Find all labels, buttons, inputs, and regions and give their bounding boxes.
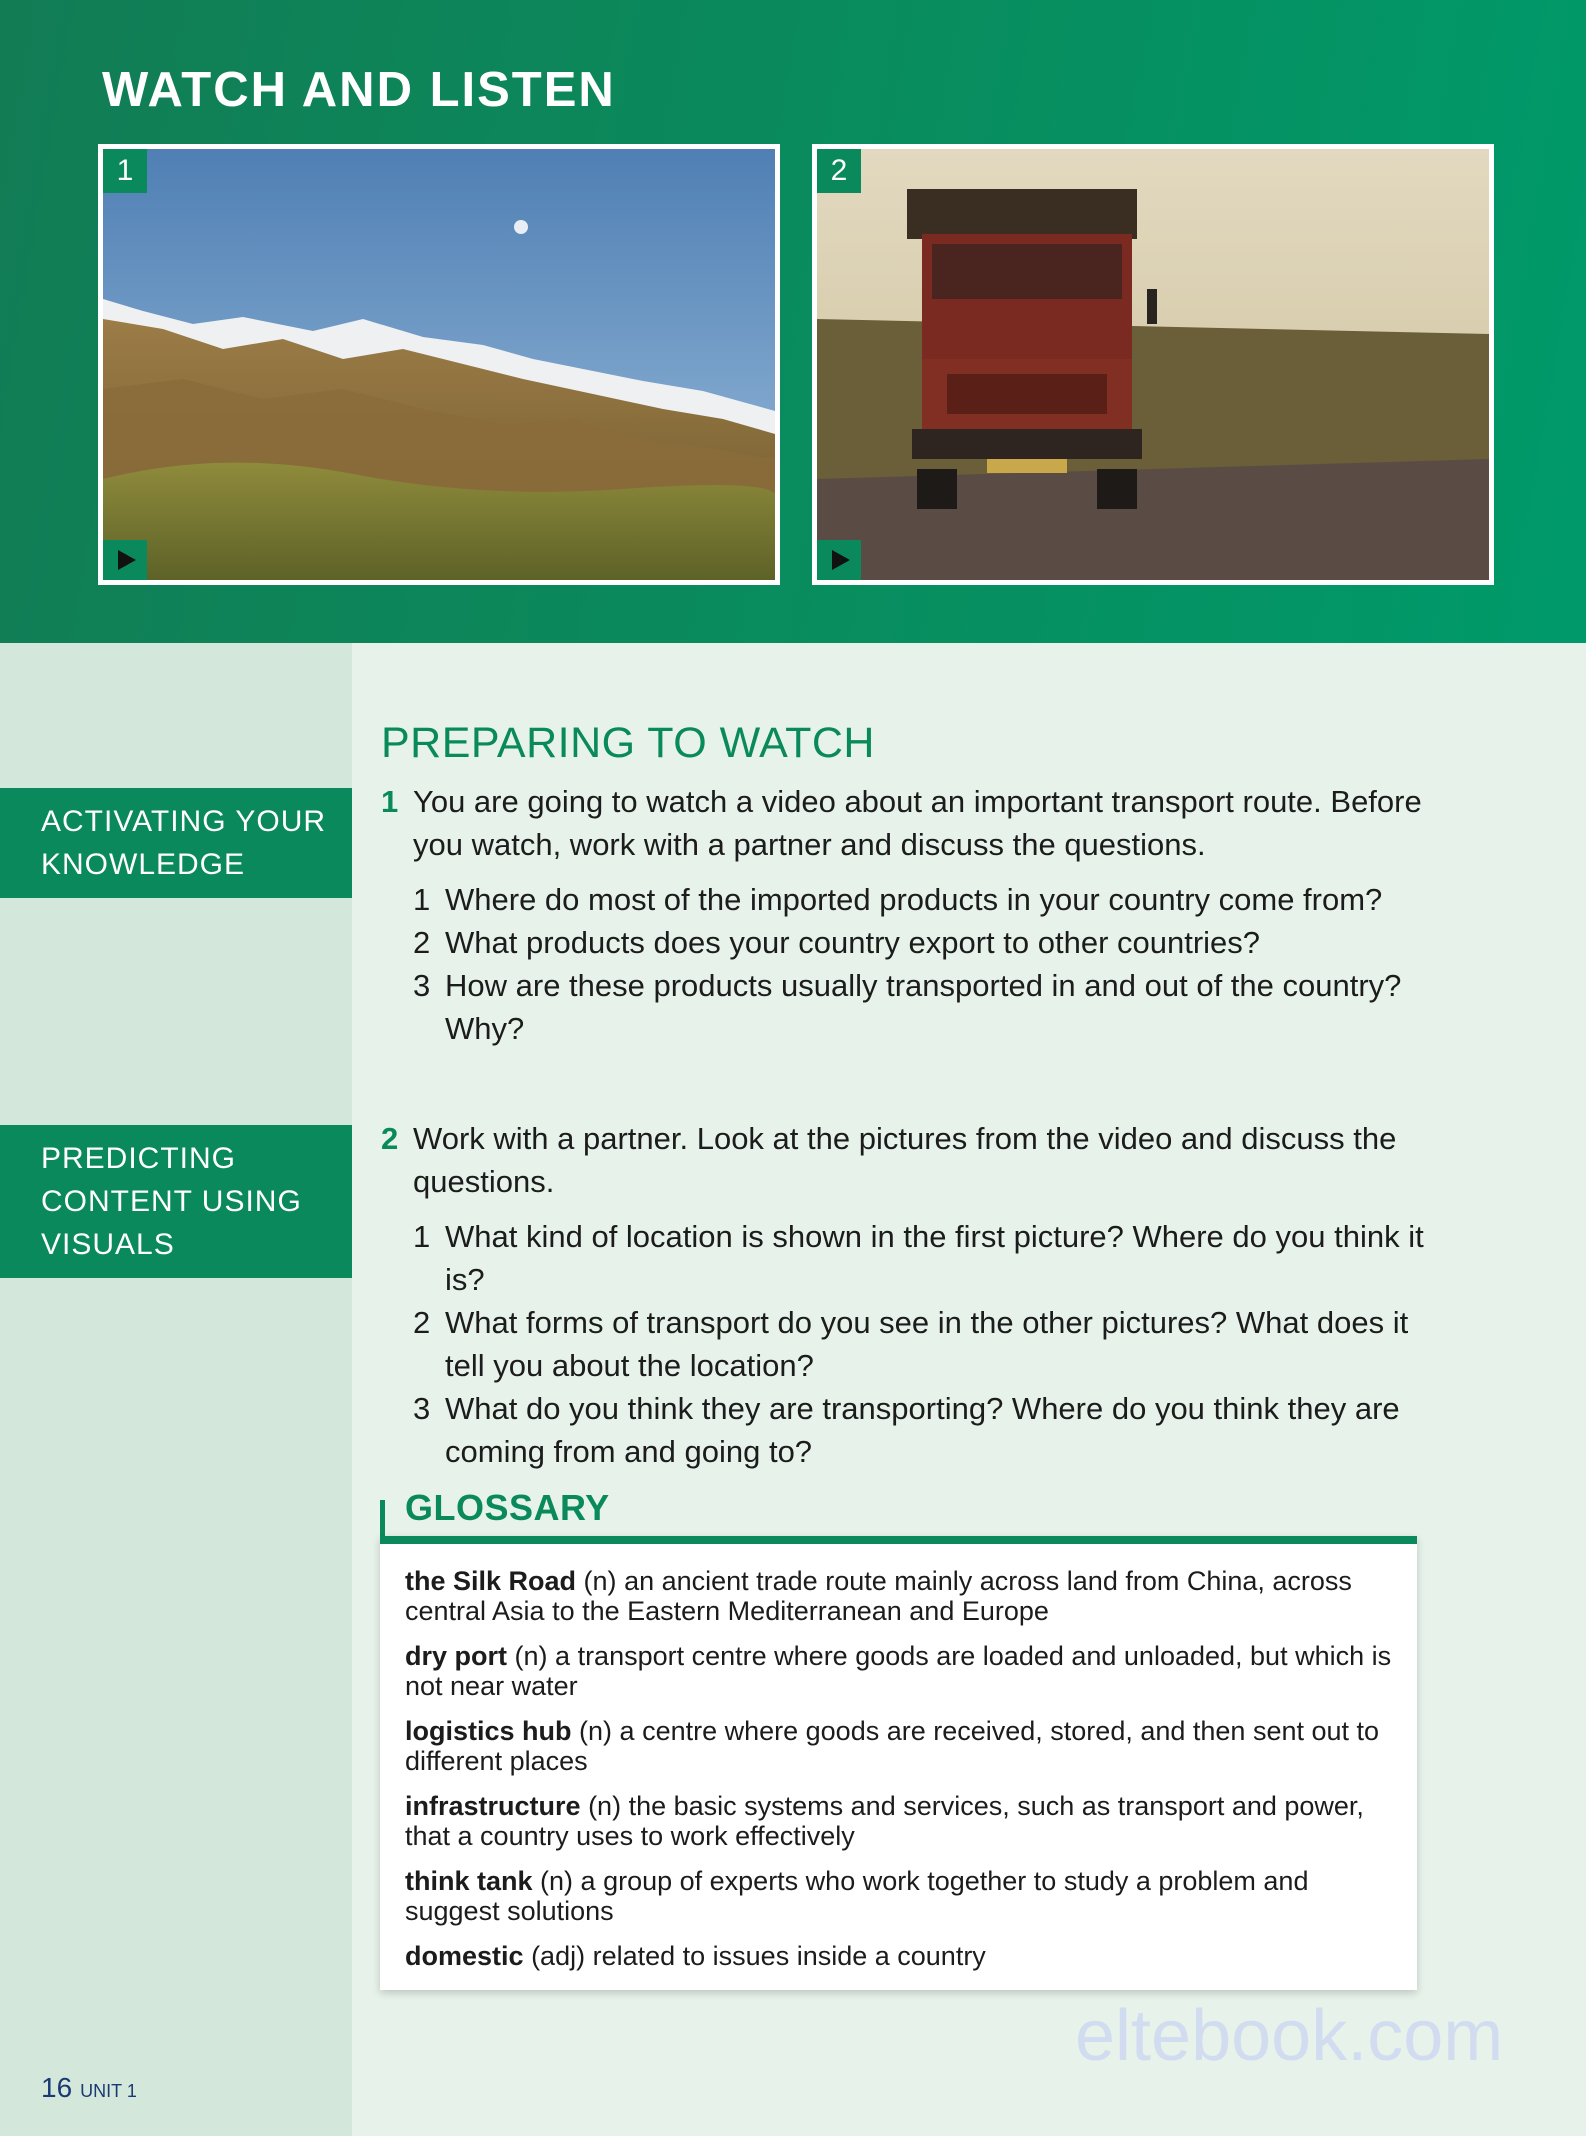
glossary-entry: the Silk Road (n) an ancient trade route mainly across land from China, across central Asia to the Eastern Mediterranean and Europe (405, 1566, 1352, 1626)
task-1 (381, 780, 1441, 1050)
glossary-box (380, 1536, 1417, 1990)
glossary-entry: logistics hub (n) a centre where goods are received, stored, and then sent out to different places (405, 1716, 1380, 1776)
question-item: 3 What do you think they are transporting? Where do you think they are coming from and going to? (413, 1391, 1400, 1469)
question-item: 3 How are these products usually transported in and out of the country? Why? (413, 968, 1402, 1046)
video-thumbnail-1[interactable] (98, 144, 780, 585)
task-instruction: 2 Work with a partner. Look at the pictures from the video and discuss the questions. (381, 1117, 1441, 1203)
task-number: 2 (381, 1121, 399, 1156)
glossary-title: GLOSSARY (405, 1487, 610, 1528)
header-banner (0, 0, 1586, 643)
glossary-entry: infrastructure (n) the basic systems and services, such as transport and power, that a country uses to work effectively (405, 1791, 1364, 1851)
page-footer (41, 2072, 137, 2104)
glossary-entry: think tank (n) a group of experts who work together to study a problem and suggest solutions (405, 1866, 1309, 1926)
section-title: PREPARING TO WATCH (381, 719, 875, 767)
page-title: WATCH AND LISTEN (102, 63, 616, 117)
truck-photo (817, 149, 1489, 580)
question-item: 2 What forms of transport do you see in the other pictures? What does it tell you about the location? (413, 1305, 1409, 1383)
question-item: 1 Where do most of the imported products in your country come from? (413, 882, 1383, 917)
skill-label-predicting: PREDICTING CONTENT USING VISUALS (0, 1125, 352, 1278)
task-instruction: 1 You are going to watch a video about an important transport route. Before you watch, work with a partner and discuss the questions. (381, 780, 1441, 866)
photo-number-badge: 2 (817, 149, 861, 193)
video-thumbnail-2[interactable] (812, 144, 1494, 585)
page-number: 16 (41, 2072, 73, 2103)
task-2 (381, 1117, 1441, 1473)
question-item: 1 What kind of location is shown in the first picture? Where do you think it is? (413, 1219, 1424, 1297)
glossary-entry: dry port (n) a transport centre where goods are loaded and unloaded, but which is not near water (405, 1641, 1392, 1701)
play-icon[interactable] (103, 540, 147, 580)
play-icon[interactable] (817, 540, 861, 580)
photo-number-badge: 1 (103, 149, 147, 193)
glossary-entry: domestic (adj) related to issues inside a country (405, 1941, 986, 1971)
mountain-photo (103, 149, 775, 580)
question-item: 2 What products does your country export to other countries? (413, 925, 1261, 960)
watermark: eltebook.com (1075, 1996, 1504, 2076)
unit-label: UNIT 1 (80, 2081, 137, 2101)
task-number: 1 (381, 784, 399, 819)
skill-label-activating: ACTIVATING YOUR KNOWLEDGE (0, 788, 352, 898)
